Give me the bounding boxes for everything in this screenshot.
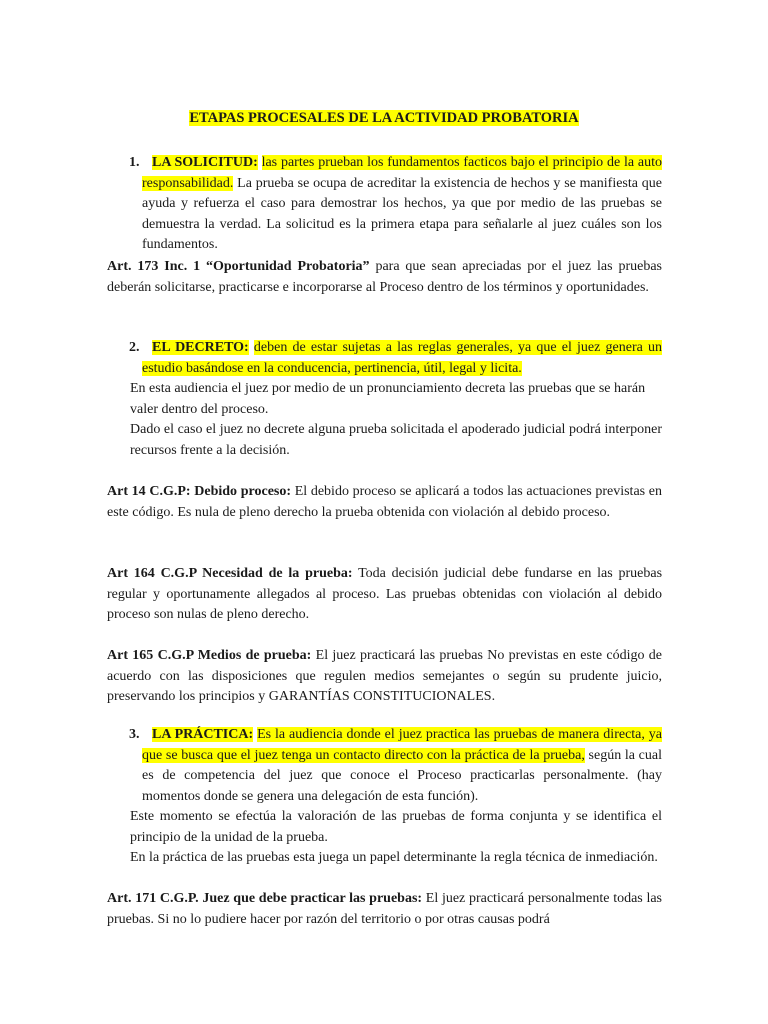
art-171-paragraph: Art. 171 C.G.P. Juez que debe practicar las pruebas: El juez practicará personalmente todas las pruebas. Si no lo pudiere hacer por razón del territorio o por otras causas podrá (107, 891, 663, 927)
section-2-text-1: En esta audiencia el juez por medio de un pronunciamiento decreta las pruebas que se harán valer dentro del proceso. (130, 381, 646, 417)
art-14-paragraph: Art 14 C.G.P: Debido proceso: El debido proceso se aplicará a todos las actuaciones previstas en este código. Es nula de pleno derecho la prueba obtenida con violación al debido proceso. (107, 484, 663, 520)
section-1-number: 1. (129, 155, 140, 170)
section-3-text-1: Este momento se efectúa la valoración de las pruebas de forma conjunta y se identifica el principio de la unidad de la prueba. (130, 809, 662, 845)
section-3-highlight: Es la audiencia donde el juez practica las pruebas de manera directa, ya que se busca que el juez tenga un contacto directo con la práctica de la prueba, (142, 727, 663, 763)
section-2-paragraph (142, 338, 662, 379)
section-3-text: según la cual es de competencia del juez que conoce el Proceso practicarlas personalmente. (hay momentos donde se genera una delegación de esta función). (142, 747, 662, 804)
section-3-number: 3. (129, 727, 140, 742)
section-3-paragraph (142, 725, 662, 807)
art-164-paragraph: Art 164 C.G.P Necesidad de la prueba: Toda decisión judicial debe fundarse en las pruebas regular y oportunamente allegados al proceso. Las pruebas obtenidas con violación al debido proceso son nulas de pleno derecho. (107, 566, 663, 622)
section-2-heading: EL DECRETO: (152, 340, 249, 355)
section-2-highlight: deben de estar sujetas a las reglas generales, ya que el juez genera un estudio basándose en la conducencia, pertinencia, útil, legal y licita. (142, 340, 662, 376)
section-2-text-2: Dado el caso el juez no decrete alguna prueba solicitada el apoderado judicial podrá interponer recursos frente a la decisión. (130, 422, 662, 458)
section-1-text: La prueba se ocupa de acreditar la existencia de hechos y se manifiesta que ayuda y refuerza el caso para demostrar los hechos, ya que por medio de las pruebas se demuestra la verdad. La solicitud es la primera etapa para señalarle al juez cuáles son los fundamentos. (142, 175, 662, 252)
section-3-heading: LA PRÁCTICA: (152, 727, 254, 742)
section-3-text-2: En la práctica de las pruebas esta juega un papel determinante la regla técnica de inmediación. (130, 850, 658, 865)
section-1-paragraph (142, 153, 662, 256)
document-title: ETAPAS PROCESALES DE LA ACTIVIDAD PROBATORIA (189, 110, 579, 126)
art-165-paragraph: Art 165 C.G.P Medios de prueba: El juez practicará las pruebas No previstas en este código de acuerdo con las disposiciones que regulen medios semejantes o según su prudente juicio, preservando los principios y GARANTÍAS CONSTITUCIONALES. (107, 648, 662, 704)
art-173-paragraph: Art. 173 Inc. 1 “Oportunidad Probatoria” para que sean apreciadas por el juez las pruebas deberán solicitarse, practicarse e incorporarse al Proceso dentro de los términos y oportunidades. (107, 259, 662, 295)
section-1-highlight: las partes prueban los fundamentos facticos bajo el principio de la auto responsabilidad. (142, 155, 663, 191)
section-2-number: 2. (129, 340, 140, 355)
section-1-heading: LA SOLICITUD: (152, 155, 258, 170)
